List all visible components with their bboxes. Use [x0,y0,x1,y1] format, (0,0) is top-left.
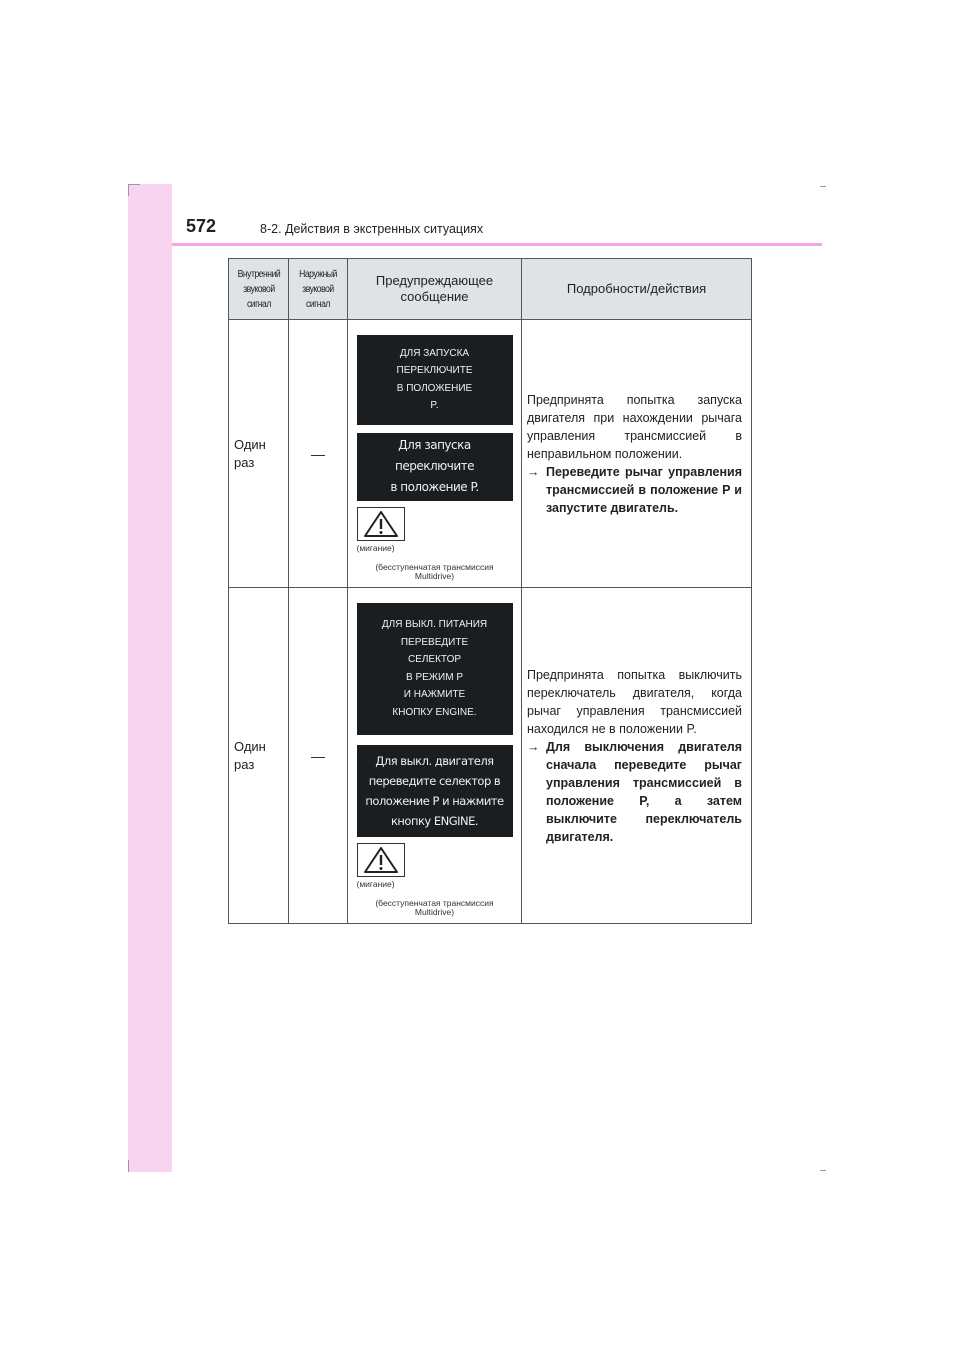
display-screen-upper [357,335,513,425]
details-cell [522,320,752,588]
header-external-buzzer [289,259,348,320]
internal-buzzer-count [229,320,289,588]
count-text: Один [234,436,266,452]
screen-line: И НАЖМИТЕ [403,689,466,700]
header-text: сигнал [246,297,271,310]
header-text: сигнал [306,297,330,310]
external-buzzer-none: — [289,588,348,924]
blink-label: (мигание) [356,878,395,889]
arrow-icon: → [527,464,540,479]
crop-mark [820,186,826,187]
section-title: 8-2. Действия в экстренных ситуациях [260,222,484,236]
screen-line: В РЕЖИМ P [406,671,463,683]
side-tab-band [128,184,172,1172]
display-screen-lower [357,433,513,501]
warning-indicator [357,843,513,889]
internal-buzzer-count [229,588,289,924]
screen-line: P. [430,400,439,411]
header-details: Подробности/действия [522,259,752,320]
screen-line: кнопку ENGINE. [390,813,479,828]
warning-icon-box [357,507,405,541]
warning-message-cell [348,588,522,924]
warning-message-cell [348,320,522,588]
header-text: сообщение [400,289,469,304]
warning-triangle-icon [363,846,399,874]
screen-line: ДЛЯ ЗАПУСКА [399,347,470,359]
screen-line: ПЕРЕВЕДИТЕ [400,636,469,648]
transmission-note [348,563,521,581]
blink-label: (мигание) [356,542,395,553]
screen-line: положение P и нажмите [365,793,504,808]
header-internal-buzzer [229,259,289,320]
crop-mark [128,184,140,185]
action-step [527,463,742,517]
crop-mark [820,1170,826,1171]
screen-line: ПЕРЕКЛЮЧИТЕ [396,365,473,376]
screen-line: в положение P. [390,480,479,494]
note-text: Multidrive) [414,906,455,917]
action-step [527,738,742,846]
page-number: 572 [186,216,217,236]
header-text: Внутренний [237,267,280,280]
transmission-note [348,899,521,917]
warning-indicator [357,507,513,553]
screen-line: Для выкл. двигателя [375,753,494,768]
arrow-icon: → [527,739,540,754]
header-text: звуковой [242,282,275,295]
screen-line: Для запуска [398,438,471,452]
screen-line: переведите селектор в [368,773,501,788]
screen-line: ДЛЯ ВЫКЛ. ПИТАНИЯ [381,619,488,630]
note-text: (бесступенчатая трансмиссия [375,897,494,908]
table-header-row [229,259,752,320]
count-text: раз [234,756,255,772]
header-text: Наружный [299,267,337,280]
crop-mark [128,184,129,196]
warning-table [228,258,752,924]
screen-line: СЕЛЕКТОР [407,654,462,665]
details-text: Предпринята попытка запуска двигателя при нахождении рычага управления трансмиссией в неправильном положении. [527,392,742,461]
header-text: звуковой [302,282,334,295]
crop-mark [128,1160,129,1172]
screen-line: В ПОЛОЖЕНИЕ [396,382,473,394]
screen-line: переключите [394,459,474,473]
warning-triangle-icon [363,510,399,538]
display-screen-lower [357,745,513,837]
screen-line: КНОПКУ ENGINE. [392,706,477,718]
header-warning-message [348,259,522,320]
action-text: Для выключения двигателя сначала переведите рычаг управления трансмиссией в положение P, а затем выключите переключатель двигателя. [546,739,742,844]
details-text: Предпринята попытка выключить переключатель двигателя, когда рычаг управления трансмиссией находился не в положении P. [527,667,742,736]
external-buzzer-none: — [289,320,348,588]
note-text: Multidrive) [414,570,455,581]
table-row [229,588,752,924]
note-text: (бесступенчатая трансмиссия [375,561,494,572]
warning-icon-box [357,843,405,877]
header-rule [172,243,822,246]
details-cell [522,588,752,924]
count-text: раз [234,454,255,470]
header-text: Предупреждающее [375,273,494,288]
table-row [229,320,752,588]
count-text: Один [234,738,266,754]
display-screen-upper [357,603,513,735]
action-text: Переведите рычаг управления трансмиссией в положение P и запустите двигатель. [546,464,742,515]
